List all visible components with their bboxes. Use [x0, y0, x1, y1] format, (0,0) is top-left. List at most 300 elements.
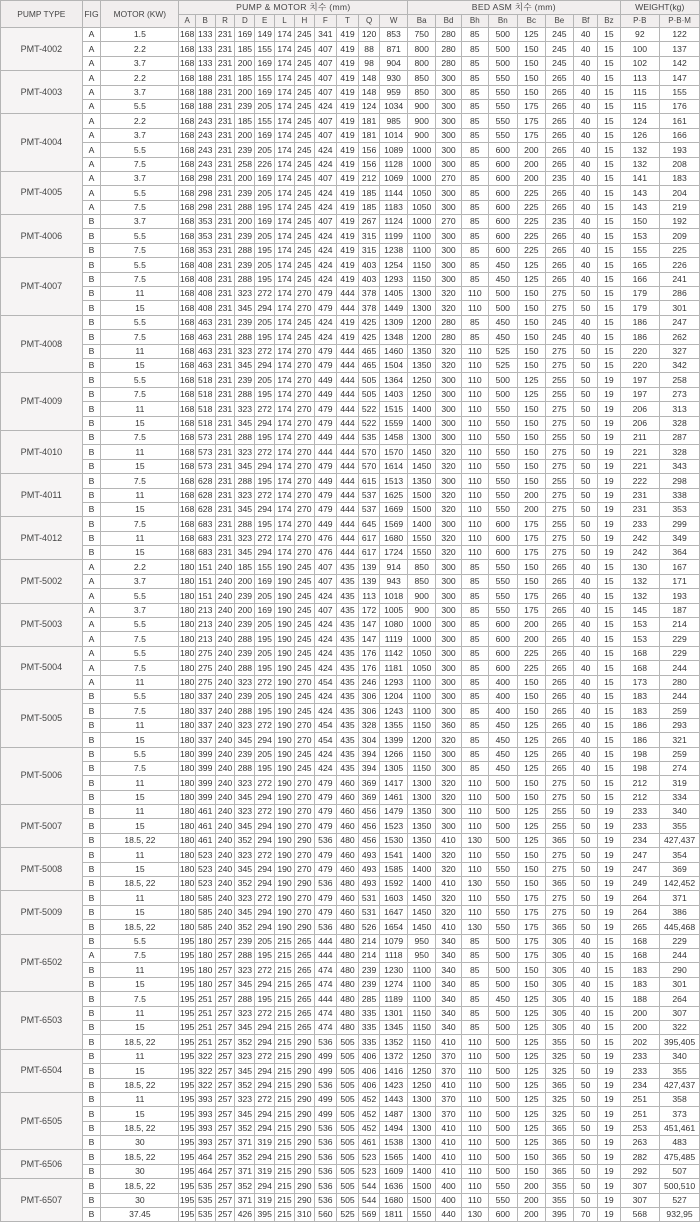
table-cell: 168 — [620, 646, 660, 660]
table-cell: 522 — [359, 402, 380, 416]
table-cell: 290 — [294, 920, 314, 934]
table-cell: 40 — [573, 186, 598, 200]
table-cell: 85 — [461, 718, 488, 732]
table-cell: 1603 — [380, 891, 408, 905]
table-cell: 185 — [235, 114, 255, 128]
table-cell: B — [82, 1064, 101, 1078]
table-cell: 15 — [598, 992, 620, 1006]
table-cell: 500 — [488, 1064, 517, 1078]
table-cell: 132 — [620, 157, 660, 171]
table-cell: 290 — [294, 1035, 314, 1049]
table-cell: 371 — [235, 1136, 255, 1150]
table-cell: 1724 — [380, 546, 408, 560]
table-cell: 290 — [294, 1193, 314, 1207]
table-row — [1, 258, 700, 272]
table-cell: 272 — [255, 1049, 275, 1063]
table-cell: 245 — [294, 99, 314, 113]
table-cell: 424 — [314, 186, 336, 200]
table-cell: 500 — [488, 1006, 517, 1020]
table-cell: 225 — [517, 229, 545, 243]
table-cell: 110 — [461, 502, 488, 516]
table-cell: 190 — [275, 862, 295, 876]
table-cell: 500 — [488, 977, 517, 991]
table-cell: 461 — [195, 819, 215, 833]
table-cell: 7.5 — [101, 992, 179, 1006]
table-cell: 1204 — [380, 689, 408, 703]
table-cell: 257 — [215, 1020, 235, 1034]
table-cell: 505 — [359, 387, 380, 401]
table-cell: 1000 — [408, 143, 436, 157]
table-cell: 294 — [255, 416, 275, 430]
table-row — [1, 488, 700, 502]
table-cell: 258 — [660, 373, 700, 387]
table-cell: 257 — [215, 1078, 235, 1092]
table-cell: 352 — [235, 1150, 255, 1164]
table-cell: 871 — [380, 42, 408, 56]
table-cell: 98 — [359, 56, 380, 70]
table-cell: 323 — [235, 963, 255, 977]
table-cell: 1647 — [380, 905, 408, 919]
table-cell: 257 — [215, 1179, 235, 1193]
table-cell: 183 — [620, 689, 660, 703]
table-cell: 904 — [380, 56, 408, 70]
table-cell: 195 — [255, 661, 275, 675]
table-cell: 15 — [598, 963, 620, 977]
table-cell: 450 — [488, 992, 517, 1006]
table-cell: 427,437 — [660, 833, 700, 847]
table-row — [1, 891, 700, 905]
table-cell: 190 — [275, 704, 295, 718]
table-cell: 231 — [215, 143, 235, 157]
table-cell: 550 — [488, 502, 517, 516]
table-cell: 245 — [294, 589, 314, 603]
table-cell: 272 — [255, 891, 275, 905]
table-cell: 320 — [436, 287, 462, 301]
table-row — [1, 229, 700, 243]
table-cell: 322 — [195, 1078, 215, 1092]
table-cell: 305 — [545, 963, 573, 977]
header-bed-asm-dimensions: BED ASM 치수 (mm) — [408, 1, 620, 15]
table-cell: 355 — [545, 1193, 573, 1207]
table-cell: 235 — [545, 215, 573, 229]
table-cell: 50 — [573, 416, 598, 430]
table-cell: 300 — [436, 373, 462, 387]
table-cell: 40 — [573, 675, 598, 689]
table-cell: 15 — [101, 905, 179, 919]
table-cell: 419 — [336, 85, 358, 99]
table-cell: 480 — [336, 920, 358, 934]
table-cell: 169 — [255, 603, 275, 617]
table-cell: 424 — [314, 258, 336, 272]
table-cell: 1570 — [380, 445, 408, 459]
table-cell: 479 — [314, 776, 336, 790]
table-cell: 15 — [101, 1020, 179, 1034]
table-cell: B — [82, 848, 101, 862]
table-cell: 424 — [314, 761, 336, 775]
table-cell: 168 — [179, 358, 195, 372]
table-cell: 179 — [620, 287, 660, 301]
table-cell: 195 — [179, 963, 195, 977]
table-cell: 168 — [179, 546, 195, 560]
table-cell: B — [82, 1049, 101, 1063]
table-cell: 600 — [488, 171, 517, 185]
table-cell: 85 — [461, 215, 488, 229]
table-cell: 225 — [517, 200, 545, 214]
table-cell: 231 — [215, 517, 235, 531]
table-cell: 535 — [195, 1208, 215, 1222]
table-cell: 50 — [573, 502, 598, 516]
table-cell: B — [82, 718, 101, 732]
table-cell: 1300 — [408, 790, 436, 804]
table-cell: 454 — [314, 718, 336, 732]
table-cell: 1504 — [380, 358, 408, 372]
table-cell: 444 — [336, 488, 358, 502]
col-a: A — [179, 15, 195, 28]
pump-type-cell: PMT-6503 — [1, 992, 83, 1050]
table-cell: 125 — [517, 272, 545, 286]
table-cell: 188 — [620, 992, 660, 1006]
table-cell: 419 — [336, 272, 358, 286]
table-cell: 369 — [660, 862, 700, 876]
table-cell: 480 — [336, 877, 358, 891]
table-cell: 371 — [660, 891, 700, 905]
table-cell: 169 — [255, 85, 275, 99]
table-cell: 150 — [620, 215, 660, 229]
table-cell: 262 — [660, 330, 700, 344]
table-cell: 18.5, 22 — [101, 1035, 179, 1049]
table-cell: 505 — [336, 1193, 358, 1207]
table-cell: 1400 — [408, 848, 436, 862]
table-cell: 215 — [275, 1164, 295, 1178]
table-cell: 190 — [275, 891, 295, 905]
table-cell: 294 — [255, 301, 275, 315]
table-cell: 1050 — [408, 646, 436, 660]
table-row — [1, 85, 700, 99]
pump-type-cell: PMT-4007 — [1, 258, 83, 316]
table-cell: 294 — [255, 459, 275, 473]
table-cell: 419 — [336, 99, 358, 113]
table-cell: 245 — [294, 560, 314, 574]
table-cell: 205 — [255, 689, 275, 703]
table-cell: 174 — [275, 474, 295, 488]
table-cell: 474 — [314, 1020, 336, 1034]
table-cell: 480 — [336, 977, 358, 991]
table-cell: 300 — [436, 560, 462, 574]
table-cell: 464 — [195, 1150, 215, 1164]
table-cell: 454 — [314, 675, 336, 689]
table-cell: 265 — [294, 949, 314, 963]
table-cell: 85 — [461, 632, 488, 646]
table-cell: 15 — [598, 186, 620, 200]
table-cell: 410 — [436, 1121, 462, 1135]
table-cell: 454 — [314, 733, 336, 747]
table-cell: 265 — [294, 1006, 314, 1020]
table-cell: 550 — [488, 560, 517, 574]
table-cell: 190 — [275, 560, 295, 574]
table-cell: 85 — [461, 589, 488, 603]
table-cell: 493 — [359, 862, 380, 876]
table-cell: 229 — [660, 934, 700, 948]
table-cell: 180 — [179, 718, 195, 732]
table-cell: 233 — [620, 1049, 660, 1063]
table-cell: 150 — [517, 574, 545, 588]
table-cell: 257 — [215, 949, 235, 963]
table-cell: 15 — [598, 171, 620, 185]
table-cell: 450 — [488, 718, 517, 732]
table-cell: 358 — [660, 1092, 700, 1106]
table-cell: 175 — [517, 920, 545, 934]
table-row — [1, 28, 700, 42]
table-cell: 188 — [195, 85, 215, 99]
table-cell: 500 — [488, 301, 517, 315]
table-cell: 50 — [573, 1107, 598, 1121]
table-cell: 419 — [336, 315, 358, 329]
table-cell: 1069 — [380, 171, 408, 185]
col-bz: Bz — [598, 15, 620, 28]
table-cell: 110 — [461, 387, 488, 401]
table-cell: 272 — [255, 1006, 275, 1020]
table-cell: 270 — [294, 474, 314, 488]
table-cell: 15 — [598, 157, 620, 171]
table-cell: 205 — [255, 618, 275, 632]
table-cell: 617 — [359, 546, 380, 560]
table-cell: 500 — [488, 28, 517, 42]
table-cell: 19 — [598, 862, 620, 876]
table-cell: 7.5 — [101, 661, 179, 675]
table-row — [1, 618, 700, 632]
table-cell: 7.5 — [101, 243, 179, 257]
table-cell: 499 — [314, 1049, 336, 1063]
table-cell: 85 — [461, 560, 488, 574]
table-cell: 1150 — [408, 1006, 436, 1020]
table-cell: 255 — [545, 430, 573, 444]
table-row — [1, 416, 700, 430]
table-cell: 456 — [359, 833, 380, 847]
table-cell: 424 — [314, 646, 336, 660]
table-cell: 1144 — [380, 186, 408, 200]
table-cell: 328 — [660, 416, 700, 430]
table-cell: 110 — [461, 790, 488, 804]
table-cell: 240 — [215, 848, 235, 862]
table-cell: 270 — [294, 675, 314, 689]
table-cell: 305 — [545, 992, 573, 1006]
table-cell: 125 — [517, 387, 545, 401]
table-cell: 294 — [255, 502, 275, 516]
table-cell: 301 — [660, 977, 700, 991]
table-cell: A — [82, 661, 101, 675]
table-cell: B — [82, 1208, 101, 1222]
table-cell: 50 — [573, 877, 598, 891]
table-cell: 275 — [545, 301, 573, 315]
table-cell: 1479 — [380, 805, 408, 819]
table-cell: 15 — [598, 632, 620, 646]
table-cell: 255 — [545, 805, 573, 819]
table-cell: 245 — [294, 114, 314, 128]
table-cell: 15 — [598, 675, 620, 689]
table-cell: 50 — [573, 1121, 598, 1135]
table-cell: 352 — [235, 1179, 255, 1193]
table-cell: 1050 — [408, 200, 436, 214]
table-cell: 15 — [598, 99, 620, 113]
table-cell: 1811 — [380, 1208, 408, 1222]
table-cell: 185 — [235, 71, 255, 85]
table-cell: 285 — [359, 992, 380, 1006]
table-cell: 1530 — [380, 833, 408, 847]
table-cell: 550 — [488, 114, 517, 128]
table-row — [1, 747, 700, 761]
table-cell: 19 — [598, 387, 620, 401]
table-cell: 150 — [517, 862, 545, 876]
table-cell: 198 — [620, 747, 660, 761]
table-cell: 518 — [195, 402, 215, 416]
table-cell: 272 — [255, 1092, 275, 1106]
pump-type-cell: PMT-4010 — [1, 430, 83, 473]
table-cell: 50 — [573, 1092, 598, 1106]
table-cell: 550 — [488, 85, 517, 99]
table-cell: 11 — [101, 848, 179, 862]
table-cell: 150 — [517, 790, 545, 804]
table-cell: 288 — [235, 704, 255, 718]
table-cell: 275 — [545, 502, 573, 516]
table-cell: 130 — [461, 833, 488, 847]
table-cell: 355 — [545, 1035, 573, 1049]
table-cell: 239 — [235, 258, 255, 272]
table-cell: B — [82, 430, 101, 444]
table-cell: 263 — [620, 1136, 660, 1150]
table-cell: 239 — [235, 315, 255, 329]
table-row — [1, 1035, 700, 1049]
table-cell: 270 — [294, 402, 314, 416]
table-cell: 460 — [336, 790, 358, 804]
table-cell: 149 — [255, 28, 275, 42]
table-cell: 683 — [195, 546, 215, 560]
table-row — [1, 992, 700, 1006]
table-cell: 40 — [573, 1020, 598, 1034]
table-cell: 192 — [660, 215, 700, 229]
table-cell: 110 — [461, 373, 488, 387]
table-cell: 200 — [517, 157, 545, 171]
table-cell: 15 — [101, 1107, 179, 1121]
table-cell: 424 — [314, 200, 336, 214]
table-cell: 251 — [195, 1020, 215, 1034]
table-cell: 110 — [461, 1092, 488, 1106]
table-cell: 320 — [436, 790, 462, 804]
table-cell: 195 — [255, 704, 275, 718]
table-cell: 15 — [598, 704, 620, 718]
table-row — [1, 430, 700, 444]
table-cell: 1142 — [380, 646, 408, 660]
table-cell: 480 — [336, 1006, 358, 1020]
table-cell: 300 — [436, 85, 462, 99]
table-cell: 853 — [380, 28, 408, 42]
pump-type-cell: PMT-5007 — [1, 805, 83, 848]
table-cell: 300 — [436, 200, 462, 214]
table-cell: 40 — [573, 574, 598, 588]
table-cell: 15 — [101, 301, 179, 315]
table-cell: 300 — [436, 402, 462, 416]
table-cell: 243 — [195, 128, 215, 142]
table-cell: 585 — [195, 905, 215, 919]
table-cell: 1513 — [380, 474, 408, 488]
table-cell: 274 — [660, 761, 700, 775]
table-cell: 464 — [195, 1164, 215, 1178]
table-row — [1, 632, 700, 646]
table-cell: 245 — [545, 28, 573, 42]
table-cell: 15 — [598, 776, 620, 790]
table-cell: 280 — [436, 315, 462, 329]
table-cell: 300 — [436, 143, 462, 157]
table-cell: 130 — [461, 877, 488, 891]
table-row — [1, 114, 700, 128]
table-cell: 323 — [235, 402, 255, 416]
table-cell: 200 — [235, 603, 255, 617]
table-cell: 244 — [660, 689, 700, 703]
table-cell: 125 — [517, 747, 545, 761]
table-cell: 150 — [517, 1164, 545, 1178]
table-cell: 1450 — [408, 445, 436, 459]
table-cell: A — [82, 186, 101, 200]
table-cell: 550 — [488, 430, 517, 444]
table-cell: 450 — [488, 761, 517, 775]
table-cell: 176 — [359, 661, 380, 675]
table-cell: 272 — [255, 531, 275, 545]
table-cell: 460 — [336, 848, 358, 862]
table-cell: 507 — [660, 1164, 700, 1178]
table-cell: 305 — [545, 1020, 573, 1034]
table-cell: 287 — [660, 430, 700, 444]
table-cell: 240 — [215, 891, 235, 905]
table-cell: 393 — [195, 1092, 215, 1106]
table-cell: 450 — [488, 272, 517, 286]
table-cell: 1680 — [380, 1193, 408, 1207]
table-cell: 435 — [336, 718, 358, 732]
table-cell: 407 — [314, 85, 336, 99]
table-cell: 212 — [620, 776, 660, 790]
table-cell: 280 — [660, 675, 700, 689]
table-cell: 174 — [275, 517, 295, 531]
table-cell: 150 — [517, 330, 545, 344]
table-cell: 185 — [235, 560, 255, 574]
table-cell: 306 — [359, 704, 380, 718]
table-cell: 315 — [359, 243, 380, 257]
table-cell: 245 — [294, 315, 314, 329]
table-cell: 527 — [660, 1193, 700, 1207]
table-cell: 110 — [461, 301, 488, 315]
table-cell: 174 — [275, 344, 295, 358]
table-cell: 257 — [215, 1164, 235, 1178]
table-cell: 195 — [255, 200, 275, 214]
table-cell: 174 — [275, 171, 295, 185]
table-cell: 419 — [336, 28, 358, 42]
table-cell: 15 — [598, 143, 620, 157]
table-cell: 1625 — [380, 488, 408, 502]
table-cell: 365 — [545, 1078, 573, 1092]
table-cell: 419 — [336, 186, 358, 200]
table-cell: 300 — [436, 618, 462, 632]
table-cell: 282 — [620, 1150, 660, 1164]
table-cell: 174 — [275, 315, 295, 329]
table-cell: 325 — [545, 1064, 573, 1078]
table-cell: 19 — [598, 905, 620, 919]
table-cell: 410 — [436, 1035, 462, 1049]
table-cell: 355 — [660, 819, 700, 833]
table-cell: 550 — [488, 71, 517, 85]
table-cell: 321 — [660, 733, 700, 747]
table-cell: 325 — [545, 1092, 573, 1106]
table-cell: 231 — [215, 99, 235, 113]
table-cell: 600 — [488, 618, 517, 632]
table-row — [1, 1193, 700, 1207]
